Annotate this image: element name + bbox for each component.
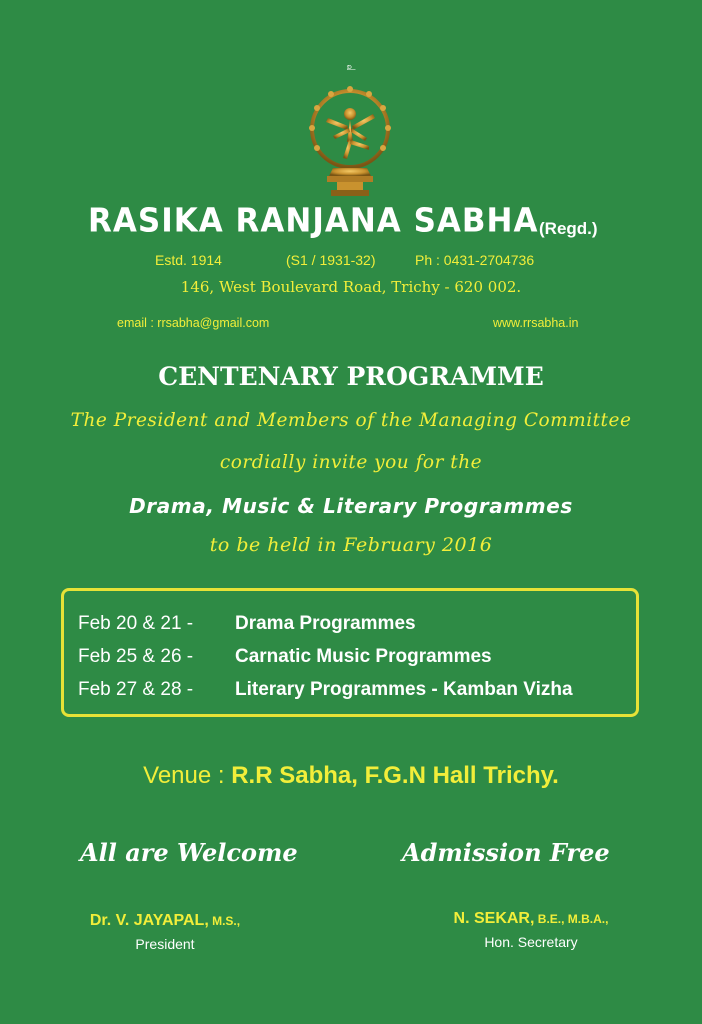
programmes-heading: Drama, Music & Literary Programmes (129, 494, 573, 518)
website: www.rrsabha.in (493, 316, 579, 330)
president-name: Dr. V. JAYAPAL, (89, 912, 209, 929)
registered-label: (Regd.) (539, 219, 598, 238)
invitation-line-1: The President and Members of the Managing Committee (70, 410, 632, 431)
programme-title: CENTENARY PROGRAMME (158, 362, 544, 391)
venue-place: R.R Sabha, F.G.N Hall Trichy. (231, 762, 559, 789)
schedule-event: Carnatic Music Programmes (235, 646, 492, 667)
secretary-name: N. SEKAR, (453, 910, 535, 927)
secretary-role: Hon. Secretary (484, 934, 578, 950)
venue-label: Venue : (143, 762, 232, 789)
organization-name: RASIKA RANJANA SABHA (88, 202, 539, 240)
schedule-date: Feb 20 & 21 - (78, 613, 194, 634)
president-signature-block (60, 912, 270, 952)
invitation-line-3: to be held in February 2016 (209, 534, 493, 556)
registration-number: (S1 / 1931-32) (286, 252, 376, 268)
address: 146, West Boulevard Road, Trichy - 620 002. (180, 278, 522, 296)
venue (0, 762, 702, 790)
admission-text: Admission Free (402, 838, 610, 867)
schedule-event: Drama Programmes (235, 613, 416, 634)
schedule-date: Feb 27 & 28 - (78, 679, 194, 700)
president-role: President (135, 936, 195, 952)
established-year: Estd. 1914 (155, 252, 222, 268)
nataraja-idol-icon (303, 84, 397, 198)
schedule-event: Literary Programmes - Kamban Vizha (235, 679, 573, 700)
president-degree: M.S., (208, 914, 241, 928)
welcome-text: All are Welcome (80, 838, 298, 867)
secretary-degree: B.E., M.B.A., (534, 912, 609, 926)
phone-number: Ph : 0431-2704736 (415, 252, 535, 268)
email: email : rrsabha@gmail.com (117, 316, 270, 330)
schedule-date: Feb 25 & 26 - (78, 646, 194, 667)
invitation-line-2: cordially invite you for the (219, 452, 483, 473)
schedule-box (61, 588, 639, 717)
top-mark: உ (346, 62, 356, 73)
secretary-signature-block (420, 910, 642, 950)
